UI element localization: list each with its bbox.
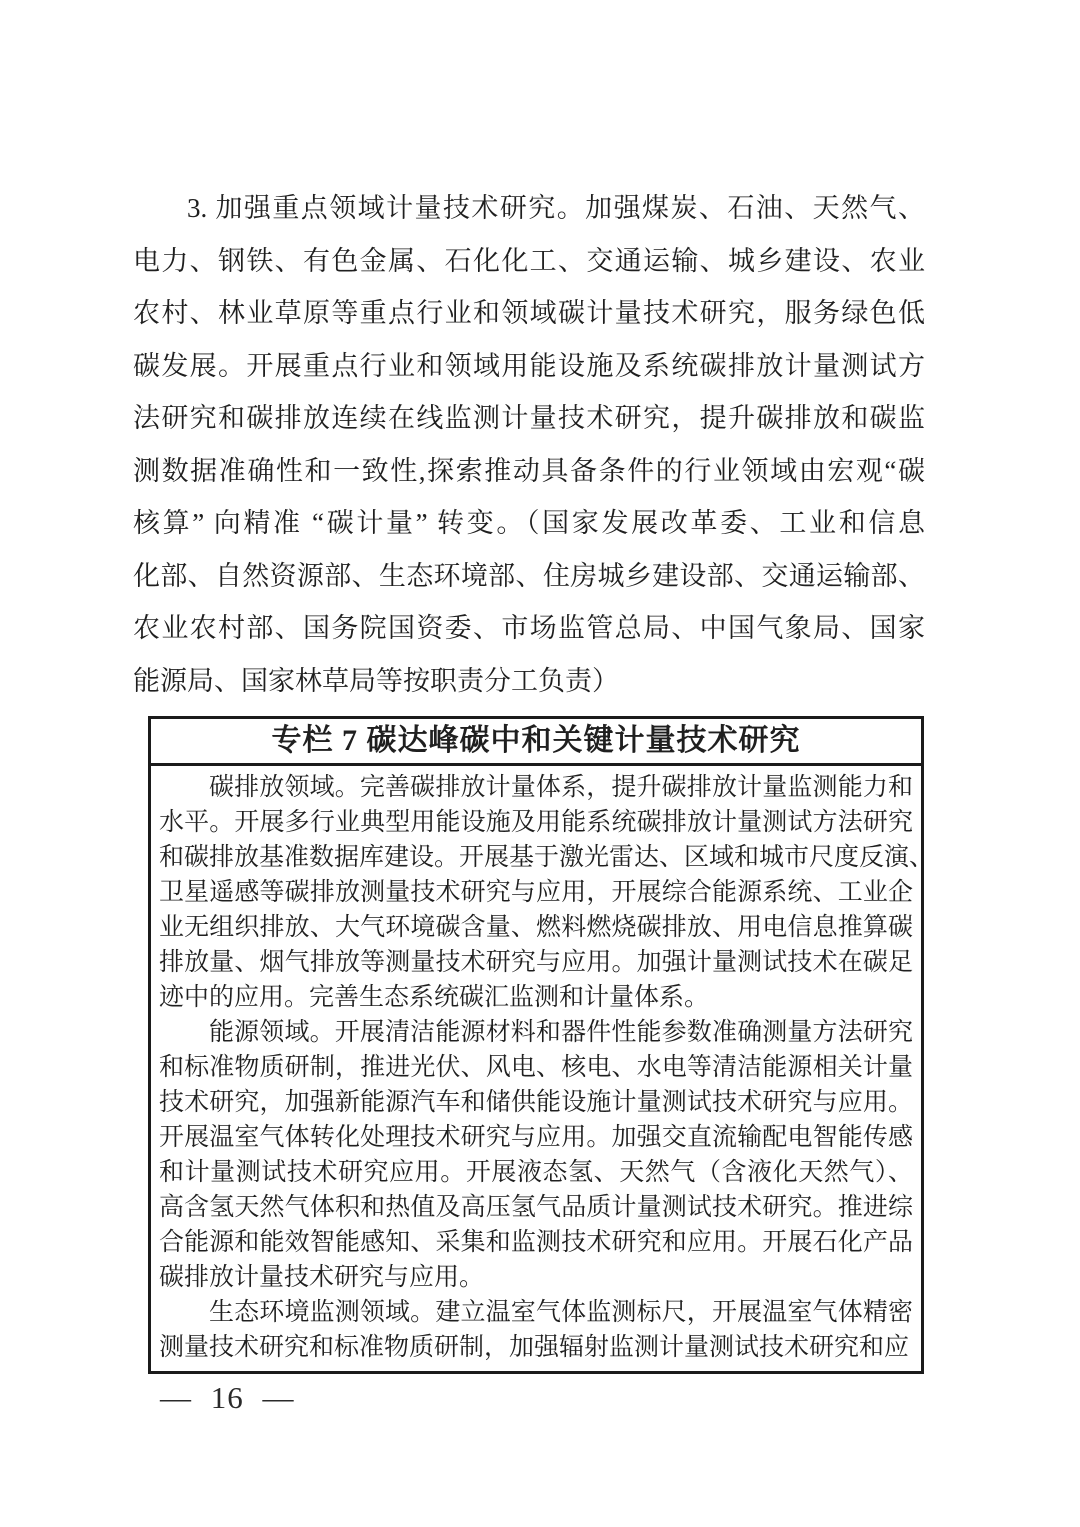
panel-body	[151, 766, 935, 1371]
text-line: 碳发展。开展重点行业和领域用能设施及系统碳排放计量测试方	[133, 350, 925, 381]
text-line: 农村、林业草原等重点行业和领域碳计量技术研究，服务绿色低	[133, 298, 925, 328]
panel-title: 专栏 7 碳达峰碳中和关键计量技术研究	[151, 719, 921, 766]
text-line: 和标准物质研制，推进光伏、风电、核电、水电等清洁能源相关计量	[159, 1054, 913, 1081]
text-line: 核算” 向精准 “碳计量” 转变。（国家发展改革委、工业和信息	[133, 508, 925, 538]
text-line: 排放量、烟气排放等测量技术研究与应用。加强计量测试技术在碳足	[159, 949, 913, 976]
text-line: 农业农村部、国务院国资委、市场监管总局、中国气象局、国家	[133, 613, 925, 643]
text-line: 3. 加强重点领域计量技术研究。加强煤炭、石油、天然气、	[187, 193, 925, 223]
panel-paragraph-carbon-emission	[159, 770, 935, 1015]
text-line: 卫星遥感等碳排放测量技术研究与应用，开展综合能源系统、工业企	[159, 879, 913, 906]
page-number: — 16 —	[160, 1380, 295, 1415]
text-line: 技术研究，加强新能源汽车和储供能设施计量测试技术研究与应用。	[159, 1089, 913, 1116]
text-line: 能源领域。开展清洁能源材料和器件性能参数准确测量方法研究	[209, 1019, 913, 1046]
text-line: 高含氢天然气体积和热值及高压氢气品质计量测试技术研究。推进综	[159, 1194, 913, 1221]
text-line: 和碳排放基准数据库建设。开展基于激光雷达、区域和城市尺度反演、	[159, 844, 935, 871]
text-line: 生态环境监测领域。建立温室气体监测标尺，开展温室气体精密	[209, 1299, 913, 1326]
text-line: 碳排放计量技术研究与应用。	[159, 1264, 485, 1291]
text-line: 法研究和碳排放连续在线监测计量技术研究，提升碳排放和碳监	[133, 403, 925, 433]
text-line: 化部、自然资源部、生态环境部、住房城乡建设部、交通运输部、	[133, 560, 925, 591]
text-line: 和计量测试技术研究应用。开展液态氢、天然气（含液化天然气）、	[159, 1159, 913, 1186]
panel-box	[148, 716, 935, 1374]
text-line: 业无组织排放、大气环境碳含量、燃料燃烧碳排放、用电信息推算碳	[159, 914, 913, 941]
body-paragraph	[133, 182, 925, 707]
text-line: 电力、钢铁、有色金属、石化化工、交通运输、城乡建设、农业	[133, 245, 925, 276]
panel-paragraph-eco-monitoring	[159, 1295, 913, 1365]
text-line: 水平。开展多行业典型用能设施及用能系统碳排放计量测试方法研究	[159, 809, 913, 836]
text-line: 开展温室气体转化处理技术研究与应用。加强交直流输配电智能传感	[159, 1124, 913, 1151]
text-line: 测数据准确性和一致性,探索推动具备条件的行业领域由宏观“碳	[133, 455, 925, 486]
text-line: 迹中的应用。完善生态系统碳汇监测和计量体系。	[159, 984, 710, 1011]
panel-paragraph-energy	[159, 1015, 913, 1295]
text-line: 测量技术研究和标准物质研制，加强辐射监测计量测试技术研究和应	[159, 1334, 910, 1361]
text-line: 合能源和能效智能感知、采集和监测技术研究和应用。开展石化产品	[159, 1229, 913, 1256]
text-line: 碳排放领域。完善碳排放计量体系，提升碳排放计量监测能力和	[209, 774, 913, 801]
text-line: 能源局、国家林草局等按职责分工负责）	[133, 665, 619, 696]
